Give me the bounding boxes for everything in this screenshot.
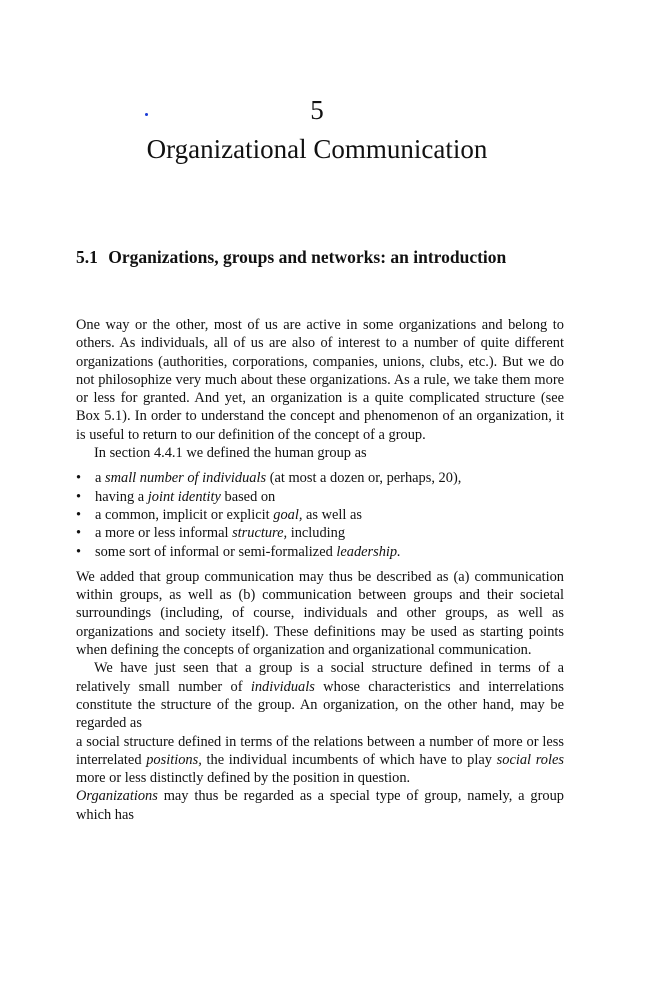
section-title: Organizations, groups and networks: an introduction [108, 247, 507, 267]
block-quote: a social structure defined in terms of the relations between a number of more or less interrelated positions, the individual incumbents of which have to play social roles more or less distinctly defined by the position in question. [76, 733, 564, 787]
list-item: • a more or less informal structure, including [76, 524, 564, 542]
list-item: • a small number of individuals (at most a dozen or, perhaps, 20), [76, 469, 564, 487]
definition-list [76, 469, 564, 560]
section-number: 5.1 [76, 247, 98, 267]
body-text [76, 316, 564, 824]
list-item: • having a joint identity based on [76, 488, 564, 506]
paragraph: In section 4.4.1 we defined the human group as [94, 445, 367, 462]
chapter-title: Organizational Communication [146, 134, 488, 164]
paragraph: Organizations may thus be regarded as a special type of group, namely, a group which has [76, 788, 564, 823]
paragraph: We added that group communication may thus be described as (a) communication within groups, as well as (b) communication between groups and their societal surroundings (including, of course, individuals and other groups, as well as organizations and society itself). These definitions may be used as starting points when defining the concepts of organization and organizational communication. [76, 568, 564, 659]
list-item: • a common, implicit or explicit goal, as well as [76, 506, 564, 524]
chapter-number: 5 [310, 95, 324, 125]
section-heading [76, 246, 546, 268]
list-item: • some sort of informal or semi-formalized leadership. [76, 543, 564, 561]
paragraph: We have just seen that a group is a social structure defined in terms of a relatively small number of individuals whose characteristics and interrelations constitute the structure of the group. An organization, on the other hand, may be regarded as [76, 660, 564, 732]
paragraph: One way or the other, most of us are active in some organizations and belong to others. As individuals, all of us are also of interest to a number of quite different organizations (authorities, corporations, companies, unions, clubs, etc.). But we do not philosophize very much about these organizations. As a rule, we take them more or less for granted. And yet, an organization is a quite complicated structure (see Box 5.1). In order to understand the concept and phenomenon of an organization, it is useful to return to our definition of the concept of a group. [76, 317, 564, 443]
